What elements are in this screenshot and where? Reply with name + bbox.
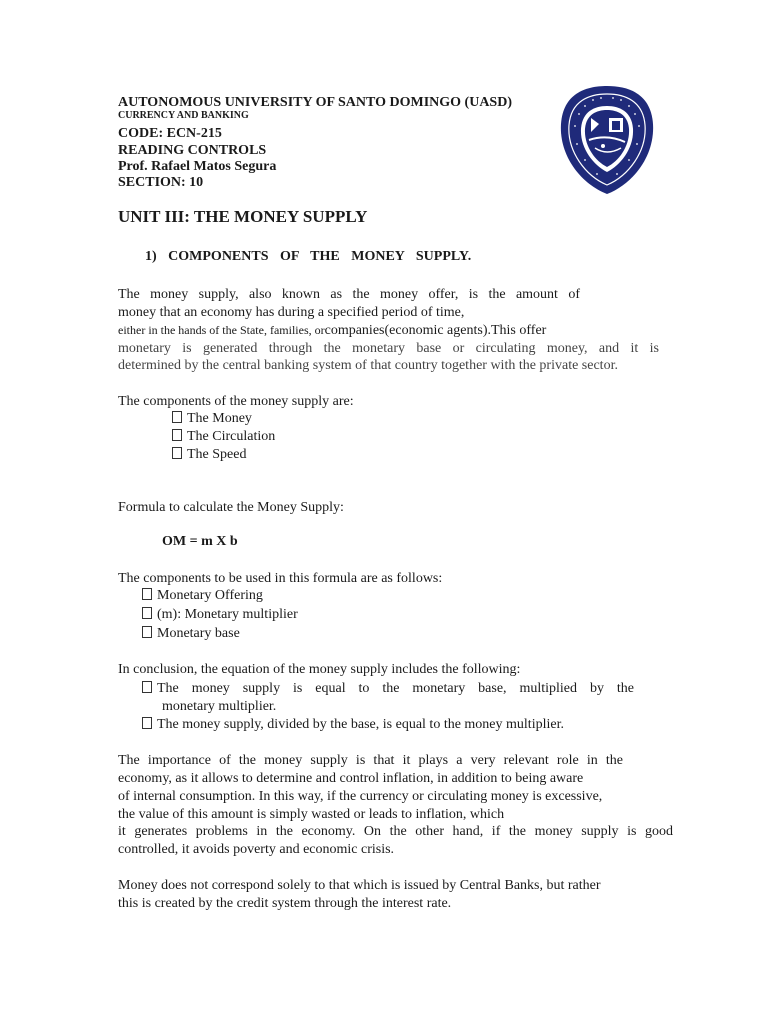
checkbox-bullet-icon xyxy=(142,717,152,729)
professor-name: Prof. Rafael Matos Segura xyxy=(118,159,277,174)
subsection-heading: 1) COMPONENTS OF THE MONEY SUPPLY. xyxy=(145,249,472,264)
list-item-continuation: monetary multiplier. xyxy=(162,699,277,714)
formula-heading: Formula to calculate the Money Supply: xyxy=(118,500,344,515)
checkbox-bullet-icon xyxy=(142,607,152,619)
importance-line-5: it generates problems in the economy. On the other hand, if the money supply is good xyxy=(118,824,673,839)
checkbox-bullet-icon xyxy=(142,681,152,693)
checkbox-bullet-icon xyxy=(142,588,152,600)
list-item-text: Monetary base xyxy=(157,626,240,641)
list-item xyxy=(142,625,240,642)
university-seal-icon xyxy=(559,84,655,196)
list-item-text: The Circulation xyxy=(187,429,276,444)
intro-line-3-rest: companies(economic agents).This offer xyxy=(324,323,547,338)
importance-line-2: economy, as it allows to determine and control inflation, in addition to being aware xyxy=(118,771,584,786)
intro-line-4: monetary is generated through the monetary base or circulating money, and it is xyxy=(118,341,659,356)
importance-line-6: controlled, it avoids poverty and economic crisis. xyxy=(118,842,395,857)
importance-line-4: the value of this amount is simply wasted or leads to inflation, which xyxy=(118,807,505,822)
formula-components-heading: The components to be used in this formula are as follows: xyxy=(118,571,443,586)
activity-title: READING CONTROLS xyxy=(118,143,267,158)
course-code: CODE: ECN-215 xyxy=(118,126,222,141)
list-item xyxy=(172,428,275,445)
checkbox-bullet-icon xyxy=(172,447,182,459)
unit-title: UNIT III: THE MONEY SUPPLY xyxy=(118,207,368,226)
list-item-text: The Speed xyxy=(187,447,247,462)
closing-line-1: Money does not correspond solely to that which is issued by Central Banks, but rather xyxy=(118,878,601,893)
conclusion-heading: In conclusion, the equation of the money supply includes the following: xyxy=(118,662,521,677)
closing-line-2: this is created by the credit system through the interest rate. xyxy=(118,896,452,911)
components-heading: The components of the money supply are: xyxy=(118,394,354,409)
importance-line-3: of internal consumption. In this way, if the currency or circulating money is excessive, xyxy=(118,789,603,804)
intro-line-3 xyxy=(118,322,546,339)
intro-line-1: The money supply, also known as the money offer, is the amount of xyxy=(118,287,580,302)
university-name: AUTONOMOUS UNIVERSITY OF SANTO DOMINGO (UASD) xyxy=(118,95,512,110)
list-item-text: Monetary Offering xyxy=(157,588,263,603)
checkbox-bullet-icon xyxy=(172,429,182,441)
course-name: CURRENCY AND BANKING xyxy=(118,110,249,121)
list-item xyxy=(142,680,634,697)
checkbox-bullet-icon xyxy=(142,626,152,638)
intro-line-5: determined by the central banking system of that country together with the private sector. xyxy=(118,358,618,373)
list-item-text: The money supply, divided by the base, is equal to the money multiplier. xyxy=(157,717,564,732)
list-item-text: The money supply is equal to the monetary base, multiplied by the xyxy=(157,681,634,696)
list-item xyxy=(142,716,564,733)
list-item xyxy=(142,606,298,623)
checkbox-bullet-icon xyxy=(172,411,182,423)
list-item-text: (m): Monetary multiplier xyxy=(157,607,298,622)
section-number: SECTION: 10 xyxy=(118,175,204,190)
list-item-text: The Money xyxy=(187,411,252,426)
list-item xyxy=(172,446,246,463)
list-item xyxy=(172,410,252,427)
list-item xyxy=(142,587,263,604)
importance-line-1: The importance of the money supply is that it plays a very relevant role in the xyxy=(118,753,623,768)
intro-line-2: money that an economy has during a specified period of time, xyxy=(118,305,465,320)
intro-line-3-small: either in the hands of the State, families, or xyxy=(118,323,325,337)
formula-expression: OM = m X b xyxy=(162,534,238,549)
